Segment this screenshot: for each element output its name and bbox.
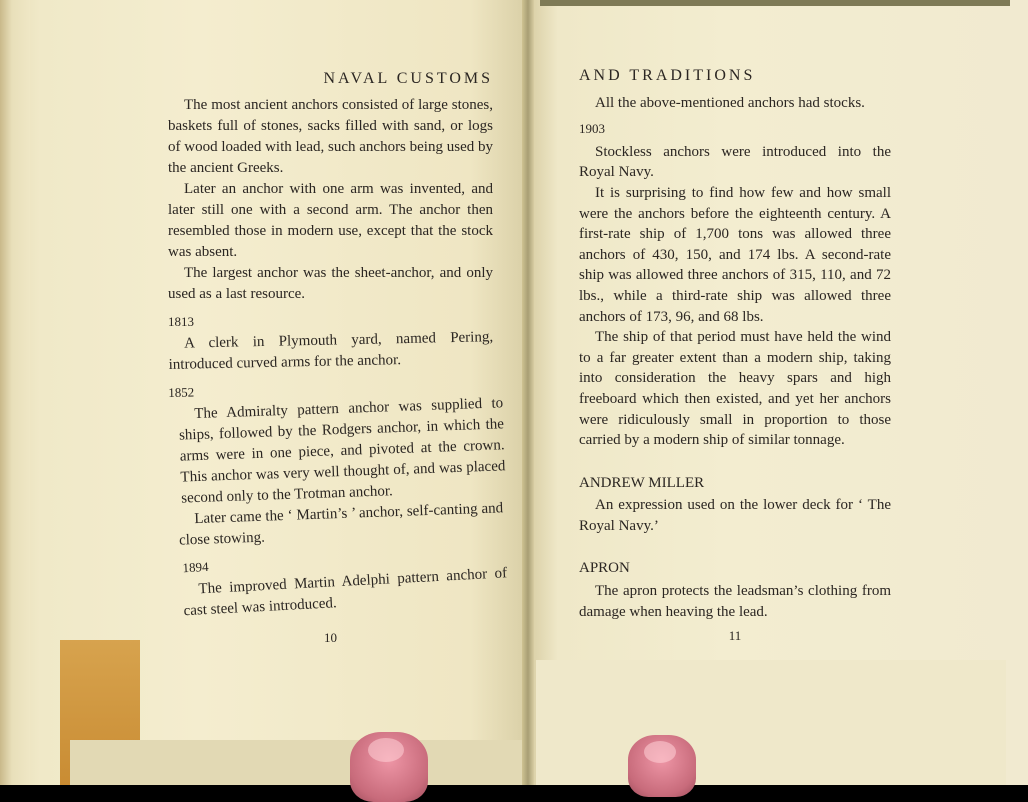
year-1813: 1813 bbox=[168, 314, 194, 329]
fingernail bbox=[368, 738, 404, 762]
right-page-text bbox=[579, 66, 891, 647]
right-page-number: 11 bbox=[728, 628, 742, 644]
paragraph-andrew-miller: An expression used on the lower deck for ‘ The Royal Navy.’ bbox=[579, 497, 891, 534]
right-running-head: AND TRADITIONS bbox=[579, 67, 756, 84]
paragraph-1894: The improved Martin Adelphi pattern anchor of cast steel was introduced. bbox=[183, 565, 508, 620]
page-bottom-edge bbox=[70, 740, 528, 785]
page-edge bbox=[0, 0, 30, 785]
year-1894: 1894 bbox=[182, 558, 209, 576]
fingernail bbox=[644, 741, 676, 763]
paragraph-1813: A clerk in Plymouth yard, named Pering, introduced curved arms for the anchor. bbox=[168, 329, 494, 373]
left-running-head: NAVAL CUSTOMS bbox=[323, 70, 493, 87]
heading-andrew-miller: ANDREW MILLER bbox=[579, 474, 705, 491]
paragraph-sheet-anchor: The largest anchor was the sheet-anchor, and only used as a last resource. bbox=[168, 265, 493, 302]
heading-apron: APRON bbox=[579, 560, 630, 577]
paragraph-1903: Stockless anchors were introduced into the Royal Navy. bbox=[579, 143, 891, 181]
paragraph-surprising: It is surprising to find how few and how small were the anchors before the eighteenth century. A first-rate ship of 1,700 tons was allowed three anchors of 430, 150, and 174 lbs. A second-rate ship was allowed three anchors of 315, 110, and 72 lbs., while a third-rate ship was allowed three anchors of 173, 96, and 68 lbs. bbox=[579, 184, 891, 325]
paragraph-ancient-anchors: The most ancient anchors consisted of large stones, baskets full of stones, sacks filled with sand, or logs of wood loaded with lead, such anchors being used by the ancient Greeks. bbox=[168, 97, 493, 176]
finger-left bbox=[350, 732, 428, 802]
year-1852: 1852 bbox=[168, 384, 195, 400]
paragraph-stocks: All the above-mentioned anchors had stocks. bbox=[595, 94, 865, 111]
book-top-edge bbox=[540, 0, 1010, 6]
paragraph-apron: The apron protects the leadsman’s clothing from damage when heaving the lead. bbox=[579, 583, 891, 620]
paragraph-ship-period: The ship of that period must have held the wind to a far greater extent than a modern ship, taking into consideration the heavy spars and high freeboard which then existed, and yet her anchors were ridiculously small in proportion to those carried by a modern ship of similar tonnage. bbox=[579, 329, 891, 449]
paragraph-1852-martin: Later came the ‘ Martin’s ’ anchor, self-canting and close stowing. bbox=[178, 500, 504, 549]
paragraph-1852-admiralty: The Admiralty pattern anchor was supplied to ships, followed by the Rodgers anchor, in which the arms were in one piece, and pivoted at the crown. This anchor was very well thought of, and was placed second only to the Trotman anchor. bbox=[178, 395, 506, 507]
left-page-text bbox=[168, 68, 508, 648]
right-page-bottom bbox=[536, 660, 1006, 785]
left-page-number: 10 bbox=[324, 630, 337, 645]
book-gutter bbox=[522, 0, 534, 785]
year-1903: 1903 bbox=[579, 121, 605, 137]
paragraph-anchor-arm: Later an anchor with one arm was invented, and later still one with a second arm. The anchor then resembled those in modern use, except that the stock was absent. bbox=[168, 181, 493, 260]
finger-right bbox=[628, 735, 696, 797]
